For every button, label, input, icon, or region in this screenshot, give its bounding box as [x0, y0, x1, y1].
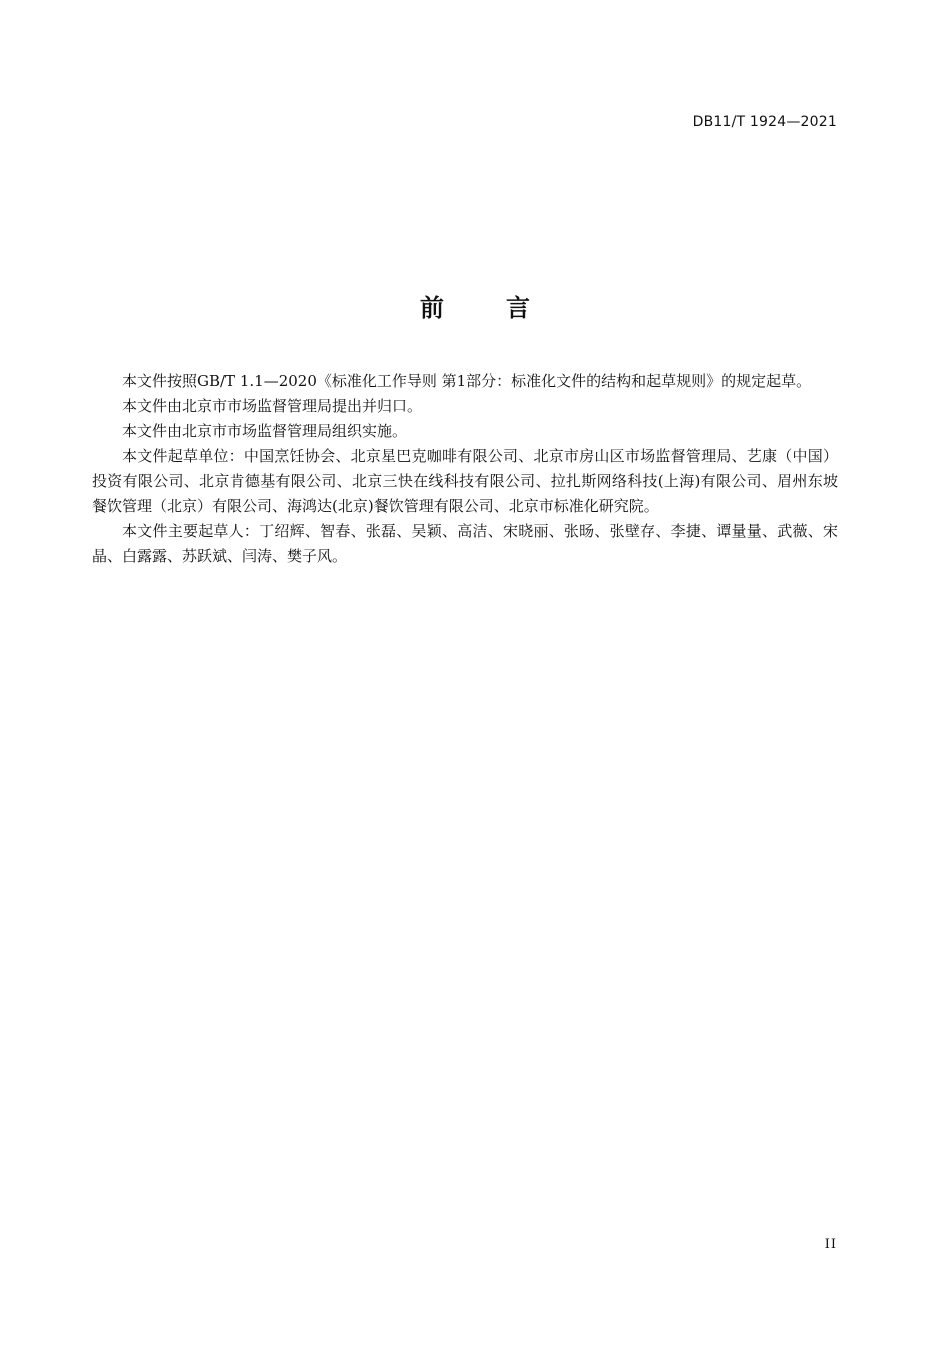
paragraph-drafting-units: 本文件起草单位：中国烹饪协会、北京星巴克咖啡有限公司、北京市房山区市场监督管理局、艺康（中国）投资有限公司、北京肯德基有限公司、北京三快在线科技有限公司、拉扎斯网络科技(上海)有限公司、眉州东坡餐饮管理（北京）有限公司、海鸿达(北京)餐饮管理有限公司、北京市标准化研究院。 — [92, 447, 838, 515]
paragraph-proposer: 本文件由北京市市场监督管理局提出并归口。 — [122, 397, 423, 415]
paragraph-implementer: 本文件由北京市市场监督管理局组织实施。 — [122, 422, 408, 440]
title-char-1: 前 — [420, 294, 444, 322]
standard-code: DB11/T 1924—2021 — [692, 114, 837, 130]
title-char-2: 言 — [506, 294, 530, 322]
paragraph-drafting-rules: 本文件按照GB/T 1.1—2020《标准化工作导则 第1部分：标准化文件的结构和起草规则》的规定起草。 — [122, 372, 812, 390]
page-number: II — [824, 1237, 837, 1252]
foreword-body — [92, 369, 838, 569]
paragraph-drafters: 本文件主要起草人：丁绍辉、智春、张磊、吴颖、高洁、宋晓丽、张旸、张壁存、李捷、谭量量、武薇、宋晶、白露露、苏跃斌、闫涛、樊子风。 — [92, 522, 838, 565]
page-title — [0, 288, 950, 323]
